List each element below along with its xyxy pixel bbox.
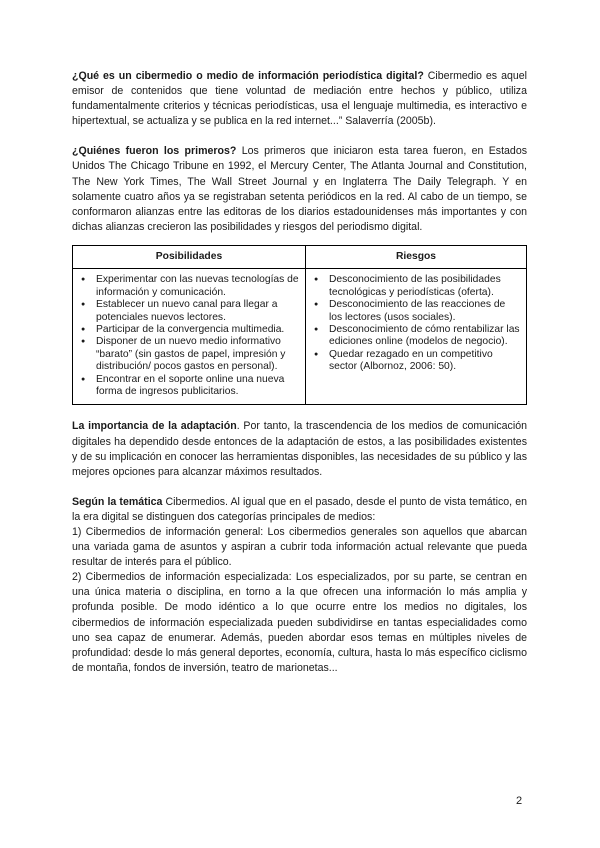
intro-paragraph xyxy=(72,69,527,129)
possibilities-risks-table xyxy=(72,245,527,405)
list-item: ● Encontrar en el soporte online una nueva forma de ingresos publicitarios. xyxy=(96,374,299,399)
intro-question: ¿Qué es un cibermedio o medio de información periodística digital? xyxy=(72,70,424,82)
header-riesgos: Riesgos xyxy=(306,245,527,268)
riesgos-cell xyxy=(306,269,527,405)
posibilidades-list xyxy=(79,274,299,398)
list-item: ● Disponer de un nuevo medio informativo “barato” (sin gastos de papel, impresión y distribución/ pocos gastos en personal). xyxy=(96,336,299,373)
posibilidades-cell xyxy=(73,269,306,405)
first-question: ¿Quiénes fueron los primeros? xyxy=(72,145,237,158)
list-item: ● Desconocimiento de las posibilidades tecnológicas y periodísticas (oferta). xyxy=(329,274,520,299)
riesgos-list xyxy=(312,274,520,373)
page-number: 2 xyxy=(516,795,523,807)
list-item: ● Quedar rezagado en un competitivo sector (Albornoz, 2006: 50). xyxy=(329,349,520,374)
thematic-item-especializada: 2) Cibermedios de información especializada: Los especializados, por su parte, se centran en una única materia o disciplina, en torno a la que ofrecen una información lo más amplia y profunda posible. De modo idéntico a lo que ocurre entre los medios no digitales, los cibermedios de información especializada pueden subdividirse en tantas especialidades como uno sea capaz de enumerar. Además, pueden abordar esos temas en múltiples niveles de profundidad: desde lo más general deportes, economía, cultura, hasta lo más específico ciclismo de montaña, fondos de inversión, teatro de marionetas... xyxy=(72,571,527,674)
importance-text: . Por tanto, la trascendencia de los medios de comunicación digitales ha dependido desde entonces de la adaptación de estos, a las posibilidades existentes y de su implicación en conocer las herramientas disponibles, las necesidades de su público y las mejores opciones para alcanzar máximos resultados. xyxy=(72,420,527,478)
list-item: ● Desconocimiento de las reacciones de los lectores (usos sociales). xyxy=(329,299,520,324)
thematic-heading: Según la temática xyxy=(72,495,163,508)
list-item: ● Participar de la convergencia multimedia. xyxy=(96,324,299,336)
importance-heading: La importancia de la adaptación xyxy=(72,420,237,433)
intro-text: Cibermedio es aquel emisor de contenidos que tiene voluntad de mediación entre hechos y público, utiliza fundamentalmente criterios y técnicas periodísticas, usa el lenguaje multimedia, es interactivo e hipertextual, se actualiza y se publica en la red internet...” Salaverría (2005b). xyxy=(72,70,527,128)
list-item: ● Experimentar con las nuevas tecnologías de información y comunicación. xyxy=(96,274,299,299)
importance-paragraph xyxy=(72,419,527,479)
list-item: ● Desconocimiento de cómo rentabilizar las ediciones online (modelos de negocio). xyxy=(329,324,520,349)
document-page xyxy=(72,69,527,676)
thematic-item-general: 1) Cibermedios de información general: Los cibermedios generales son aquellos que abarcan una variada gama de asuntos y aspiran a cubrir toda información actual relevante que pueda resultar de interés para el público. xyxy=(72,525,527,569)
thematic-paragraph xyxy=(72,495,527,525)
thematic-text: Cibermedios. Al igual que en el pasado, desde el punto de vista temático, en la era digital se distinguen dos categorías principales de medios: xyxy=(72,495,527,523)
first-paragraph xyxy=(72,144,527,235)
list-item: ● Establecer un nuevo canal para llegar a potenciales nuevos lectores. xyxy=(96,299,299,324)
first-text: Los primeros que iniciaron esta tarea fueron, en Estados Unidos The Chicago Tribune en 1992, el Mercury Center, The Atlanta Journal and Constitution, The New York Times, The Wall Street Journal y en Inglaterra The Daily Telegraph. Y en solamente cuatro años ya se registraban setenta periódicos en la red. Al cabo de un tiempo, se conformaron alianzas entre las editoras de los diarios estadounidenses más importantes y con dichas alianzas crecieron las posibilidades y riesgos del periodismo digital. xyxy=(72,145,528,233)
header-posibilidades: Posibilidades xyxy=(73,245,306,268)
